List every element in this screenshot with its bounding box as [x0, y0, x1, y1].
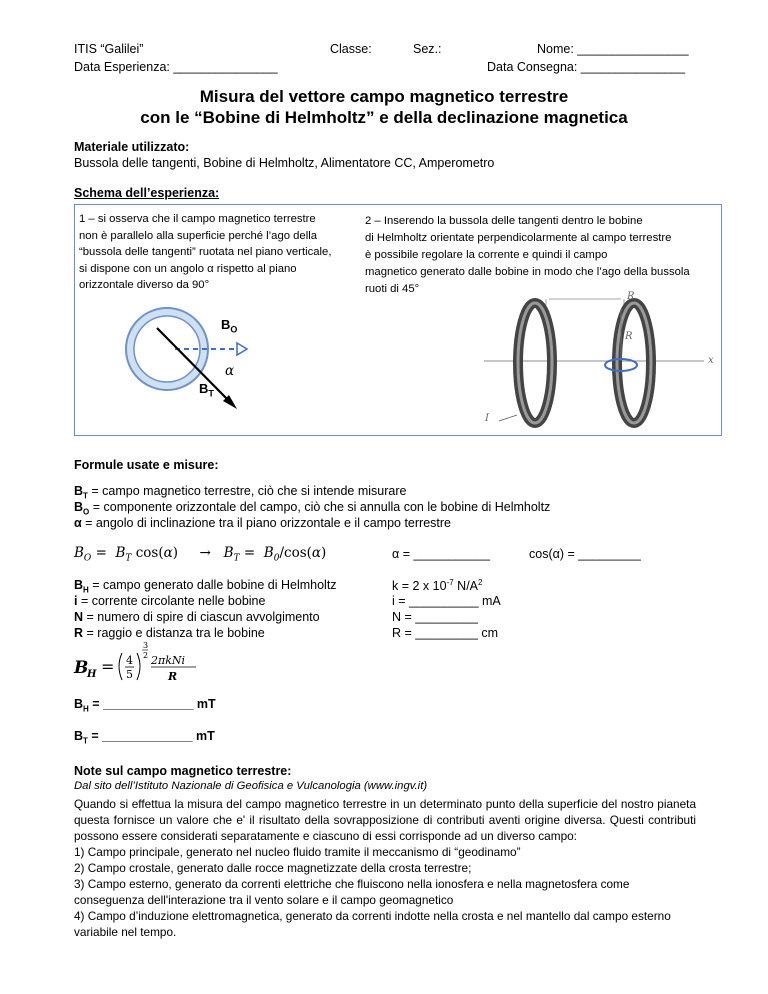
notes-paragraph: Quando si effettua la misura del campo magnetico terrestre in un determinato punto della superficie del nostro pianeta questa fornisce un valore che e' il risultato della sovrapposizione di contributi aventi origine diversa. Questi contributi possono essere considerati separatamente e ciascuno di essi corrisponde ad un diverso campo:: [74, 797, 696, 843]
name-field[interactable]: Nome: ________________: [537, 42, 689, 56]
schema-right-line: di Helmholtz orientate perpendicolarmente al campo terrestre: [365, 232, 672, 244]
school-name: ITIS “Galilei”: [74, 42, 144, 56]
def-i: i = corrente circolante nelle bobine: [74, 594, 266, 608]
notes-item: 2) Campo crostale, generato dalle rocce magnetizzate della crosta terrestre;: [74, 861, 472, 875]
schema-right-text: [365, 213, 717, 298]
notes-source: Dal sito dell’Istituto Nazionale di Geofisica e Vulcanologia (www.ingv.it): [74, 780, 428, 792]
class-field[interactable]: Classe:: [330, 42, 372, 56]
svg-text:R: R: [168, 670, 178, 683]
bh-result-input[interactable]: $B_H$ = _____________ mT: [74, 697, 216, 714]
left-coil-highlight: [518, 303, 552, 423]
def-bo: $B_O$ = componente orizzontale del campo, ciò che si annulla con le bobine di Helmholtz: [74, 500, 551, 517]
right-coil-highlight: [617, 303, 651, 423]
helmholtz-formula: [72, 640, 212, 688]
coil-label-r-top: R: [627, 291, 635, 302]
schema-heading: Schema dell’esperienza:: [74, 186, 220, 200]
equation-bt-bo: $B_O = B_T$ cos(α) → $B_T = B_0/\cos(\alpha)$: [74, 545, 327, 564]
bt-result-input[interactable]: $B_T$ = _____________ mT: [74, 729, 215, 746]
def-bt: $B_T$ = campo magnetico terrestre, ciò che si intende misurare: [74, 484, 407, 501]
compass-inner-ring: [134, 316, 200, 382]
schema-box: [74, 204, 722, 436]
schema-left-line: 1 – si osserva che il campo magnetico terrestre: [79, 213, 316, 225]
cos-alpha-input[interactable]: cos(α) = _________: [529, 547, 641, 561]
n-input[interactable]: N = _________: [392, 610, 478, 624]
svg-text:H: H: [87, 669, 97, 680]
schema-left-line: “bussola delle tangenti” ruotata nel piano verticale,: [79, 246, 332, 258]
alpha-input[interactable]: α = ___________: [392, 547, 490, 561]
def-alpha: α = angolo di inclinazione tra il piano orizzontale e il campo terrestre: [74, 516, 451, 530]
def-r: R = raggio e distanza tra le bobine: [74, 626, 265, 640]
experiment-date-field[interactable]: Data Esperienza: _______________: [74, 60, 278, 74]
schema-right-line: magnetico generato dalle bobine in modo che l’ago della bussola: [365, 266, 690, 278]
schema-left-text: [79, 211, 369, 294]
tangent-compass-diagram: [115, 301, 315, 421]
svg-text:B: B: [74, 658, 89, 678]
formulas-heading: Formule usate e misure:: [74, 458, 219, 472]
svg-text:2πkNi: 2πkNi: [151, 654, 186, 667]
notes-item: 3) Campo esterno, generato da correnti elettriche che fluiscono nella ionosfera e nella magnetosfera come conseguenza dell'interazione tra il vento solare e il campo geomagnetico: [74, 877, 630, 907]
section-field[interactable]: Sez.:: [413, 42, 442, 56]
svg-text:2: 2: [143, 651, 149, 660]
svg-text:3: 3: [143, 641, 149, 650]
schema-left-line: si dispone con un angolo α rispetto al piano: [79, 262, 297, 275]
coil-label-x: x: [708, 355, 714, 366]
schema-right-line: ruoti di 45°: [365, 283, 420, 295]
page-title-line-1: Misura del vettore campo magnetico terrestre: [199, 87, 569, 106]
notes-body: [74, 796, 696, 940]
schema-left-line: non è parallelo alla superficie perché l’ago della: [79, 229, 318, 242]
bt-label: $B_T$: [199, 381, 214, 399]
bo-arrow-head: [237, 343, 247, 355]
i-input[interactable]: i = __________ mA: [392, 594, 501, 608]
materials-heading: Materiale utilizzato:: [74, 140, 190, 154]
notes-heading: Note sul campo magnetico terrestre:: [74, 764, 292, 778]
k-constant: k = 2 x $10^{-7}$ $N/A^2$: [392, 578, 483, 594]
schema-right-line: è possibile regolare la corrente e quindi il campo: [365, 249, 608, 261]
def-bh: $B_H$ = campo generato dalle bobine di Helmholtz: [74, 578, 337, 595]
schema-left-line: orizzontale diverso da 90°: [79, 279, 210, 291]
svg-text:5: 5: [126, 668, 133, 681]
coil-label-r-mid: R: [625, 331, 633, 342]
helmholtz-coils-diagram: [479, 289, 719, 429]
coil-label-i: I: [485, 413, 489, 424]
svg-text:=: =: [101, 657, 115, 676]
svg-text:4: 4: [126, 654, 133, 667]
notes-item: 4) Campo d’induzione elettromagnetica, generato da correnti indotte nella crosta e nel mantello dal campo esterno variabile nel tempo.: [74, 909, 671, 939]
r-input[interactable]: R = _________ cm: [392, 626, 498, 640]
page-title-line-2: con le “Bobine di Helmholtz” e della declinazione magnetica: [140, 108, 628, 127]
delivery-date-field[interactable]: Data Consegna: _______________: [487, 60, 686, 74]
materials-text: Bussola delle tangenti, Bobine di Helmholtz, Alimentatore CC, Amperometro: [74, 156, 495, 170]
schema-right-line: 2 – Inserendo la bussola delle tangenti dentro le bobine: [365, 215, 643, 227]
notes-item: 1) Campo principale, generato nel nucleo fluido tramite il meccanismo di “geodinamo”: [74, 845, 521, 859]
bo-label: $B_O$: [221, 317, 238, 335]
alpha-label: α: [225, 363, 235, 379]
def-n: N = numero di spire di ciascun avvolgimento: [74, 610, 320, 624]
current-i-arrow: [499, 415, 517, 421]
